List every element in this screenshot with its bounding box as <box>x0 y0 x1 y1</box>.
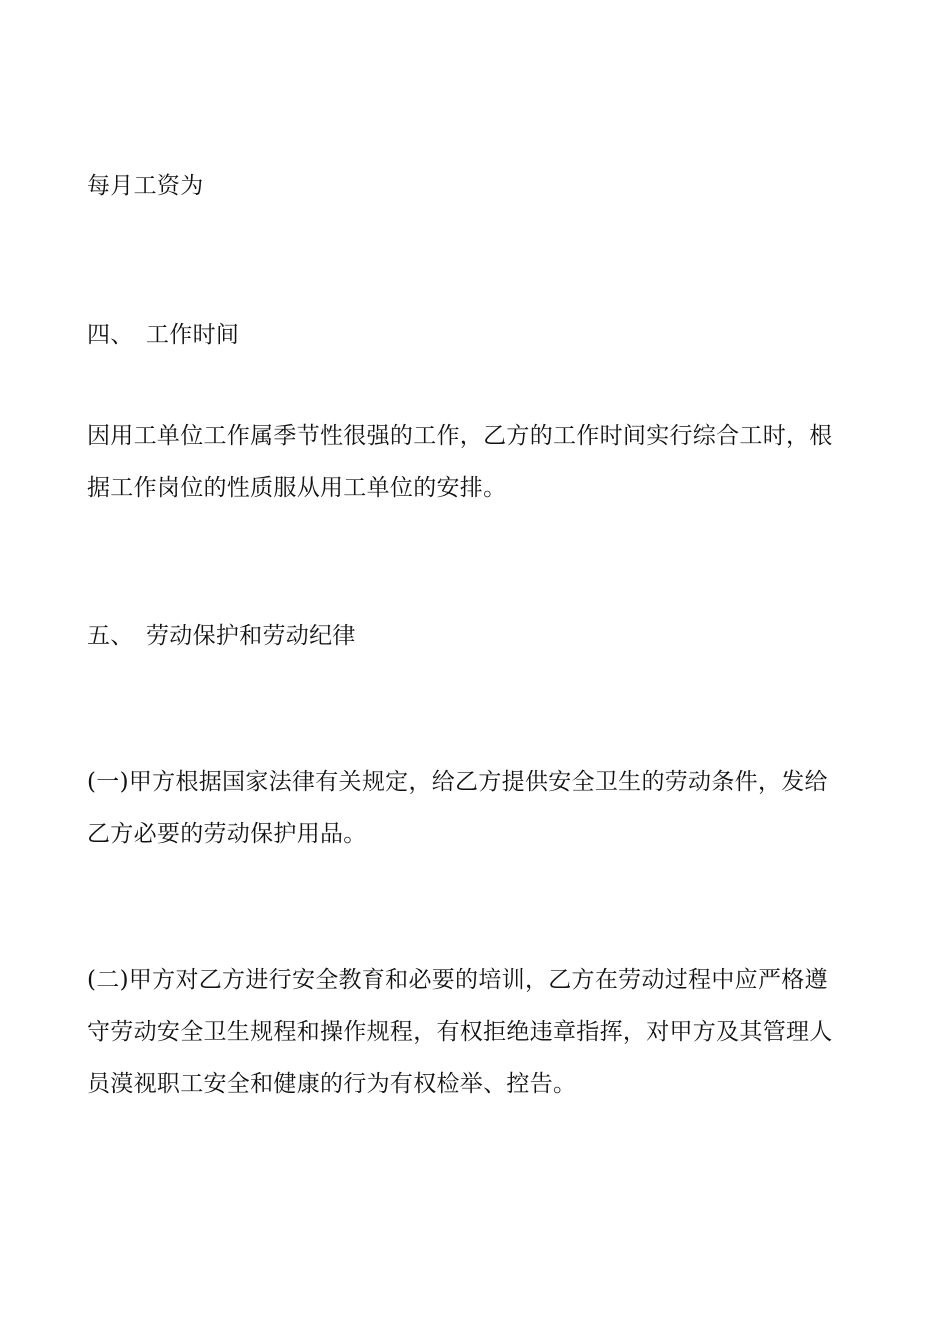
section-4-heading <box>87 319 867 351</box>
section-4-paragraph-line-2: 据工作岗位的性质服从用工单位的安排。 <box>87 475 507 501</box>
clause-1-line-1: (一)甲方根据国家法律有关规定，给乙方提供安全卫生的劳动条件，发给 <box>87 769 828 795</box>
clause-2-line-1: (二)甲方对乙方进行安全教育和必要的培训，乙方在劳动过程中应严格遵 <box>87 967 828 993</box>
section-4-paragraph-line-1: 因用工单位工作属季节性很强的工作，乙方的工作时间实行综合工时，根 <box>87 423 833 449</box>
section-5-title: 劳动保护和劳动纪律 <box>146 623 356 649</box>
clause-1-line-2: 乙方必要的劳动保护用品。 <box>87 821 367 847</box>
clause-2-line-3: 员漠视职工安全和健康的行为有权检举、控告。 <box>87 1071 577 1097</box>
salary-line: 每月工资为 <box>87 173 204 199</box>
clause-2-line-2: 守劳动安全卫生规程和操作规程，有权拒绝违章指挥，对甲方及其管理人 <box>87 1019 833 1045</box>
section-5-number: 五、 <box>87 623 134 649</box>
section-5-heading <box>87 620 867 652</box>
section-4-number: 四、 <box>87 322 134 348</box>
section-4-title: 工作时间 <box>146 322 240 348</box>
